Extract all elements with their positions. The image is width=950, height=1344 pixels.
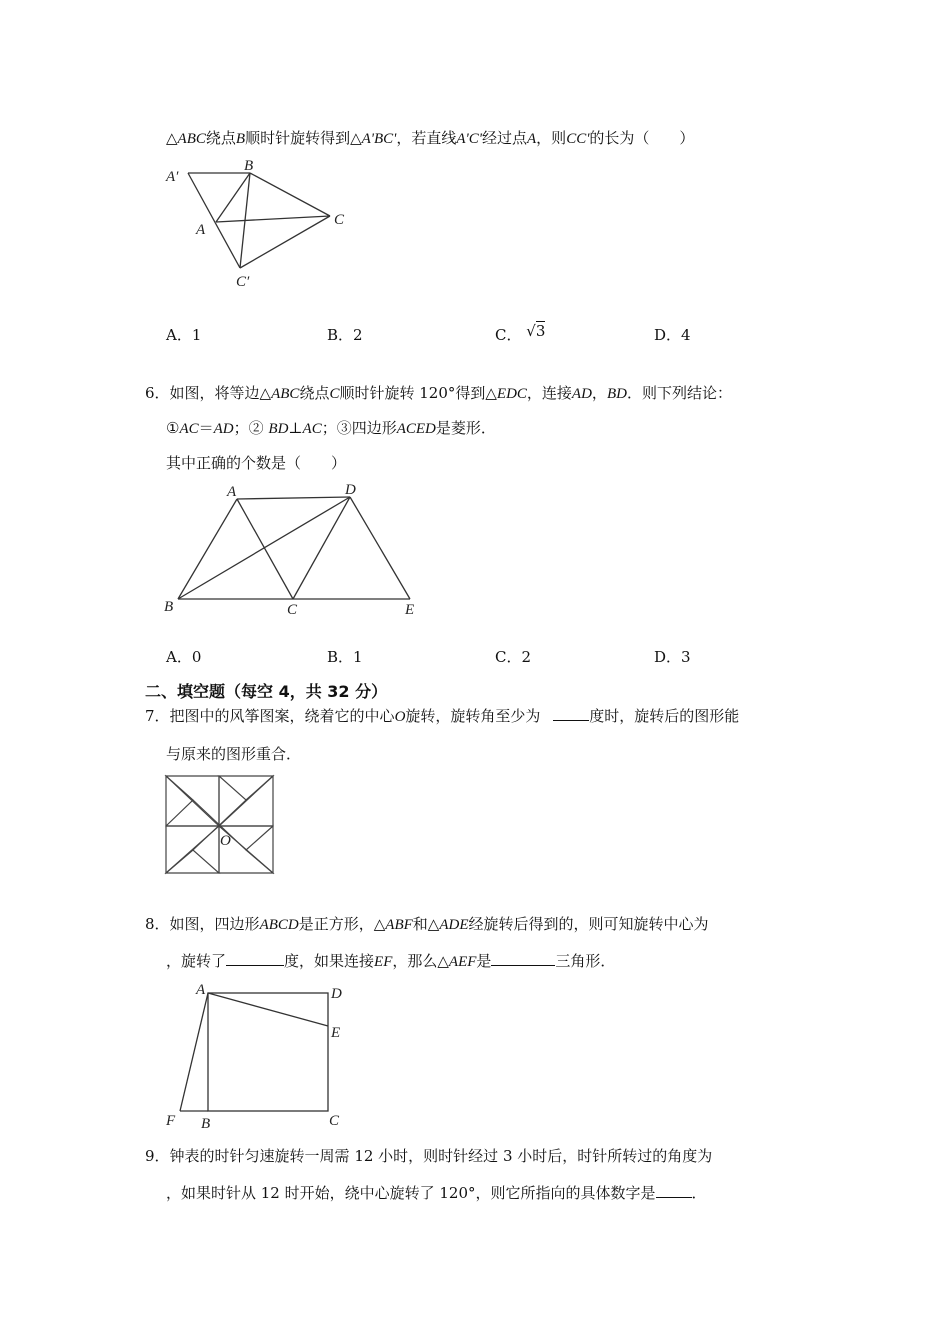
q6-label-b: B bbox=[164, 599, 174, 615]
q6-math: BD bbox=[268, 421, 289, 437]
q6-text: 如图，将等边△ bbox=[169, 384, 272, 402]
q7-text: 度时，旋转后的图形能 bbox=[589, 707, 740, 725]
q5-label-a-prime: A′ bbox=[166, 169, 179, 185]
q6-math: ACED bbox=[396, 421, 436, 437]
q6-text: ⊥ bbox=[288, 419, 303, 437]
q5-text: 绕点 bbox=[205, 129, 236, 147]
q8-label-e: E bbox=[331, 1025, 341, 1041]
q8-label-c: C bbox=[329, 1113, 340, 1129]
q5-math: ABC bbox=[177, 131, 206, 147]
q7-label-o: O bbox=[220, 833, 231, 849]
q6-label-c: C bbox=[287, 602, 298, 618]
q8-text: 经旋转后得到的，则可知旋转中心为 bbox=[468, 915, 709, 933]
q9-line-2 bbox=[166, 1183, 707, 1203]
q8-text: 三角形． bbox=[555, 952, 616, 970]
q8-label-b: B bbox=[201, 1116, 211, 1132]
q9-line-1 bbox=[145, 1146, 712, 1166]
q6-text: 绕点 bbox=[299, 384, 330, 402]
q6-text: ，连接 bbox=[526, 384, 572, 402]
q8-text: 如图，四边形 bbox=[169, 915, 260, 933]
q9-text: ，如果时针从 12 时开始，绕中心旋转了 120°，则它所指向的具体数字是 bbox=[166, 1184, 656, 1202]
q6-math: AD bbox=[213, 421, 234, 437]
q6-math: AC bbox=[302, 421, 322, 437]
q6-text: ＝ bbox=[198, 419, 214, 437]
q5-label-b: B bbox=[244, 158, 254, 174]
q6-number: 6． bbox=[145, 384, 170, 402]
q5-text: 经过点 bbox=[481, 129, 527, 147]
q8-math: ABCD bbox=[259, 917, 299, 933]
q5-option-b[interactable]: B．2 bbox=[327, 326, 363, 344]
q6-option-b[interactable]: B．1 bbox=[327, 648, 363, 666]
q6-text: ；③四边形 bbox=[321, 419, 397, 437]
q8-label-d: D bbox=[331, 986, 342, 1002]
q5-option-c-radicand: 3 bbox=[535, 322, 546, 340]
q6-math: BD bbox=[606, 386, 627, 402]
q8-text: 是正方形，△ bbox=[298, 915, 386, 933]
q6-label-d: D bbox=[345, 482, 356, 498]
q5-label-c: C bbox=[334, 212, 345, 228]
q5-math: A bbox=[527, 131, 537, 147]
section-title: 二、填空题（每空 4，共 32 分） bbox=[145, 682, 388, 701]
q7-math: O bbox=[394, 709, 406, 725]
q8-text: 是 bbox=[476, 952, 492, 970]
q6-text: ；② bbox=[233, 419, 269, 437]
q7-text: 把图中的风筝图案，绕着它的中心 bbox=[169, 707, 395, 725]
q7-line-2: 与原来的图形重合． bbox=[166, 745, 302, 763]
q5-text: 的长为（ ） bbox=[589, 129, 695, 147]
sqrt-symbol: √3 bbox=[526, 322, 546, 340]
q6-math: AD bbox=[571, 386, 592, 402]
q5-text: △ bbox=[166, 129, 178, 147]
q8-text: 度，如果连接 bbox=[284, 952, 375, 970]
q5-math: A'C' bbox=[456, 131, 482, 147]
q8-math: EF bbox=[374, 954, 393, 970]
q8-label-f: F bbox=[166, 1113, 176, 1129]
q9-text: 钟表的时针匀速旋转一周需 12 小时，则时针经过 3 小时后，时针所转过的角度为 bbox=[169, 1147, 713, 1165]
q6-label-a: A bbox=[227, 484, 237, 500]
q5-label-c-prime: C′ bbox=[236, 274, 250, 290]
q6-line-3: 其中正确的个数是（ ） bbox=[166, 454, 347, 472]
q5-text: ，则 bbox=[536, 129, 567, 147]
q6-text: 顺时针旋转 120°得到△ bbox=[339, 384, 497, 402]
q8-number: 8． bbox=[145, 915, 170, 933]
q8-math: ADE bbox=[439, 917, 469, 933]
q6-text: 是菱形． bbox=[435, 419, 496, 437]
q9-blank[interactable] bbox=[656, 1183, 692, 1198]
q6-option-d[interactable]: D．3 bbox=[654, 648, 691, 666]
q8-math: ABF bbox=[385, 917, 413, 933]
q8-math: AEF bbox=[448, 954, 477, 970]
q6-math: C bbox=[329, 386, 340, 402]
q6-math: EDC bbox=[496, 386, 527, 402]
q5-text: 顺时针旋转得到△ bbox=[245, 129, 362, 147]
q5-option-a[interactable]: A．1 bbox=[166, 326, 202, 344]
q5-text: ，若直线 bbox=[396, 129, 457, 147]
q8-text: ，旋转了 bbox=[166, 952, 227, 970]
q5-math: B bbox=[235, 131, 246, 147]
q6-math: ABC bbox=[271, 386, 300, 402]
q5-math: A'BC' bbox=[361, 131, 397, 147]
q5-option-c-prefix: C． bbox=[495, 326, 522, 344]
q9-text: ． bbox=[691, 1184, 707, 1202]
q5-label-a: A bbox=[196, 222, 206, 238]
q7-number: 7． bbox=[145, 707, 170, 725]
q8-text: 和△ bbox=[412, 915, 440, 933]
q6-text: ① bbox=[166, 419, 180, 437]
q6-text: ， bbox=[591, 384, 607, 402]
q5-math: CC' bbox=[566, 131, 590, 147]
q6-option-a[interactable]: A．0 bbox=[166, 648, 202, 666]
q9-number: 9． bbox=[145, 1147, 170, 1165]
q8-label-a: A bbox=[196, 982, 206, 998]
q6-text: ．则下列结论： bbox=[626, 384, 732, 402]
q6-option-c[interactable]: C．2 bbox=[495, 648, 532, 666]
q8-text: ，那么△ bbox=[392, 952, 449, 970]
q7-text: 旋转，旋转角至少为 bbox=[405, 707, 541, 725]
q6-label-e: E bbox=[405, 602, 415, 618]
q5-option-d[interactable]: D．4 bbox=[654, 326, 691, 344]
q6-math: AC bbox=[179, 421, 199, 437]
